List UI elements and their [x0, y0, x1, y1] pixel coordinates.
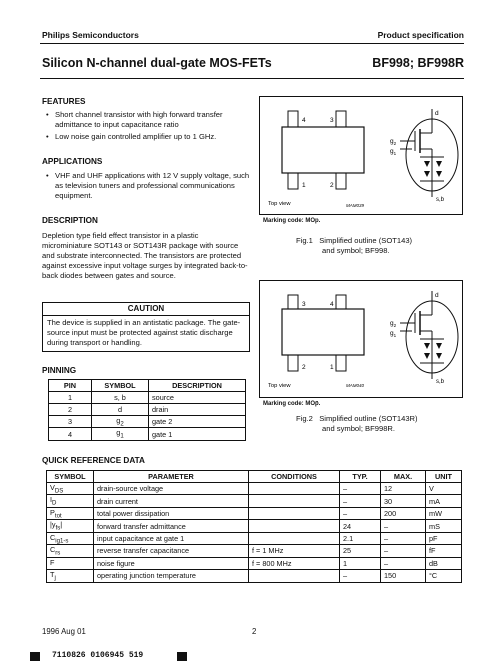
max-cell: – [381, 557, 426, 569]
title-rule [40, 78, 464, 79]
company-name: Philips Semiconductors [42, 30, 139, 40]
unit-cell: V [426, 483, 462, 495]
marking-code: Marking code: MOp̄. [263, 401, 321, 407]
symbol-col-header: SYMBOL [47, 471, 94, 483]
max-col-header: MAX. [381, 471, 426, 483]
symbol-cell [47, 557, 94, 569]
drawing-code: MAM039 [346, 203, 365, 208]
symbol-cell [47, 520, 94, 532]
parameter-cell: total power dissipation [94, 507, 249, 519]
table-row [49, 392, 246, 404]
unit-cell: pF [426, 532, 462, 544]
max-cell: 12 [381, 483, 426, 495]
pin-description: gate 1 [149, 428, 246, 440]
conditions-cell: f = 800 MHz [249, 557, 340, 569]
parameter-cell: reverse transfer capacitance [94, 545, 249, 557]
typ-cell: – [340, 483, 381, 495]
figure-title: Simplified outline (SOT143) [319, 236, 413, 245]
applications-heading: APPLICATIONS [42, 157, 103, 166]
symbol-suffix: | [60, 520, 63, 530]
figure-subtitle: and symbol; BF998. [322, 246, 390, 255]
symbol-letter: V [50, 483, 55, 492]
feature-item: • Low noise gain controlled amplifier up to 1 GHz. [55, 132, 255, 142]
table-row [47, 483, 462, 495]
max-cell: – [381, 520, 426, 532]
features-list [45, 110, 255, 144]
figure1-box [259, 96, 463, 215]
parameter-cell: drain current [94, 495, 249, 507]
pin-description: source [149, 392, 246, 404]
max-cell: – [381, 532, 426, 544]
pin-symbol [92, 428, 149, 440]
pin-number: 4 [67, 429, 73, 439]
pin-number: 3 [67, 417, 73, 427]
caution-text: The device is supplied in an antistatic package. The gate-source input must be protected against static discharge during transport or handling. [47, 318, 241, 347]
part-number: BF998; BF998R [372, 56, 464, 70]
unit-cell: dB [426, 557, 462, 569]
symbol-subscript: tot [54, 512, 62, 520]
typ-col-header: TYP. [340, 471, 381, 483]
description-col-header: DESCRIPTION [149, 380, 246, 392]
parameter-cell: input capacitance at gate 1 [94, 532, 249, 544]
symbol-subscript: 2 [120, 420, 124, 428]
pin-label: 3 [302, 301, 306, 308]
document-type: Product specification [377, 30, 464, 40]
unit-cell: mS [426, 520, 462, 532]
symbol-col-header: SYMBOL [92, 380, 149, 392]
table-row [47, 507, 462, 519]
typ-cell: 24 [340, 520, 381, 532]
pinning-heading: PINNING [42, 366, 77, 375]
parameter-cell: forward transfer admittance [94, 520, 249, 532]
pin-label: 1 [302, 182, 306, 189]
figure-label: Fig.2 [296, 414, 313, 423]
symbol-cell [47, 532, 94, 544]
sot143-outline-diagram [260, 97, 462, 214]
parameter-cell: noise figure [94, 557, 249, 569]
symbol-letter: I [50, 495, 53, 505]
quick-reference-table [46, 470, 462, 583]
pin-label: 3 [330, 117, 334, 124]
typ-cell: 25 [340, 545, 381, 557]
unit-cell: fF [426, 545, 462, 557]
gate2-label: $g_2$ [390, 320, 397, 328]
drain-label: d [435, 110, 439, 117]
typ-cell: – [340, 495, 381, 507]
caution-box [42, 302, 250, 352]
pin-symbol [49, 428, 92, 440]
pin-label: 4 [302, 117, 306, 124]
conditions-cell [249, 520, 340, 532]
symbol-subscript: j [54, 574, 56, 582]
drawing-code: MAM040 [346, 383, 365, 388]
max-cell: 150 [381, 570, 426, 582]
symbol-subscript: ig1-s [55, 537, 69, 545]
figure-title: Simplified outline (SOT143R) [319, 414, 418, 423]
source-label: s,b [436, 197, 445, 203]
pin-description: gate 2 [149, 416, 246, 428]
pin-label: 2 [302, 364, 306, 371]
gate1-label: $g_1$ [390, 330, 397, 338]
barcode-number: 7110826 0106945 519 [52, 651, 144, 660]
conditions-cell: f = 1 MHz [249, 545, 340, 557]
symbol-subscript: fs [55, 524, 61, 532]
symbol-cell [47, 570, 94, 582]
table-row [47, 532, 462, 544]
sot143r-outline-diagram [260, 281, 462, 397]
figure2-box [259, 280, 463, 398]
typ-cell: 1 [340, 557, 381, 569]
symbol-cell [47, 545, 94, 557]
symbol-letter: g [116, 428, 121, 438]
max-cell: – [381, 545, 426, 557]
symbol-cell [47, 507, 94, 519]
header-rule [40, 43, 464, 44]
conditions-cell [249, 495, 340, 507]
symbol-letter: T [50, 570, 55, 580]
pin-number: 2 [49, 404, 92, 416]
table-row [47, 495, 462, 507]
pin-col-header: PIN [49, 380, 92, 392]
typ-cell: 2.1 [340, 532, 381, 544]
drain-label: d [435, 292, 439, 299]
parameter-cell: drain-source voltage [94, 483, 249, 495]
conditions-cell [249, 570, 340, 582]
unit-cell: mW [426, 507, 462, 519]
typ-cell: – [340, 570, 381, 582]
unit-col-header: UNIT [426, 471, 462, 483]
parameter-col-header: PARAMETER [94, 471, 249, 483]
pin-description: drain [149, 404, 246, 416]
registration-mark [177, 652, 187, 661]
registration-mark [30, 652, 40, 661]
max-cell: 200 [381, 507, 426, 519]
symbol-letter: P [50, 507, 55, 517]
feature-item: • Short channel transistor with high forward transfer admittance to input capacitance ratio [55, 110, 255, 130]
symbol-letter: g [116, 416, 121, 425]
description-text: Depletion type field effect transistor in a plastic microminiature SOT143 or SOT143R package with source and substrate interconnected. The transistors are protected against excessive input voltage surges by integrated back-to-back diodes between gates and source. [42, 231, 248, 280]
conditions-col-header: CONDITIONS [249, 471, 340, 483]
max-cell: 30 [381, 495, 426, 507]
symbol-letter: C [50, 532, 56, 542]
pin-symbol: s, b [92, 392, 149, 404]
application-item: • VHF and UHF applications with 12 V supply voltage, such as television tuners and professional communications equipment. [55, 171, 250, 201]
pin-symbol: d [92, 404, 149, 416]
symbol-subscript: rs [55, 549, 61, 557]
conditions-cell [249, 483, 340, 495]
features-heading: FEATURES [42, 97, 86, 106]
symbol-letter: |y [50, 520, 56, 530]
gate2-label: $g_2$ [390, 138, 397, 146]
pin-number: 1 [49, 392, 92, 404]
unit-cell: mA [426, 495, 462, 507]
table-row [47, 557, 462, 569]
figure-subtitle: and symbol; BF998R. [322, 424, 396, 433]
pin-label: 4 [330, 301, 334, 308]
symbol-letter: F [50, 557, 55, 567]
pin-label: 1 [330, 364, 334, 371]
pin-label: 2 [330, 182, 334, 189]
figure-label: Fig.1 [296, 236, 313, 245]
marking-code: Marking code: MOp. [263, 218, 321, 224]
page-number: 2 [252, 627, 257, 636]
top-view-label: Top view [268, 383, 291, 389]
figure1-caption [296, 236, 412, 256]
description-heading: DESCRIPTION [42, 216, 98, 225]
parameter-cell: operating junction temperature [94, 570, 249, 582]
symbol-letter: C [50, 545, 56, 555]
table-row [49, 428, 246, 440]
conditions-cell [249, 532, 340, 544]
symbol-cell [47, 495, 94, 507]
gate1-label: $g_1$ [390, 148, 397, 156]
symbol-subscript: 1 [120, 432, 124, 440]
table-row [47, 570, 462, 582]
unit-cell: °C [426, 570, 462, 582]
symbol-subscript: D [52, 499, 57, 507]
applications-list [45, 171, 250, 203]
pinning-table [48, 379, 246, 441]
conditions-cell [249, 507, 340, 519]
footer-date: 1996 Aug 01 [42, 627, 86, 636]
table-row [47, 545, 462, 557]
quick-reference-heading: QUICK REFERENCE DATA [42, 456, 145, 465]
source-label: s,b [436, 379, 445, 385]
symbol-subscript: DS [54, 487, 64, 495]
pin-symbol [49, 416, 92, 428]
symbol-cell [47, 483, 94, 495]
caution-heading: CAUTION [43, 303, 249, 316]
table-row [49, 416, 246, 428]
top-view-label: Top view [268, 201, 291, 207]
page-title: Silicon N-channel dual-gate MOS-FETs [42, 56, 272, 70]
figure2-caption [296, 414, 418, 434]
typ-cell: – [340, 507, 381, 519]
pin-symbol [92, 416, 149, 428]
table-row [47, 520, 462, 532]
table-row [49, 404, 246, 416]
